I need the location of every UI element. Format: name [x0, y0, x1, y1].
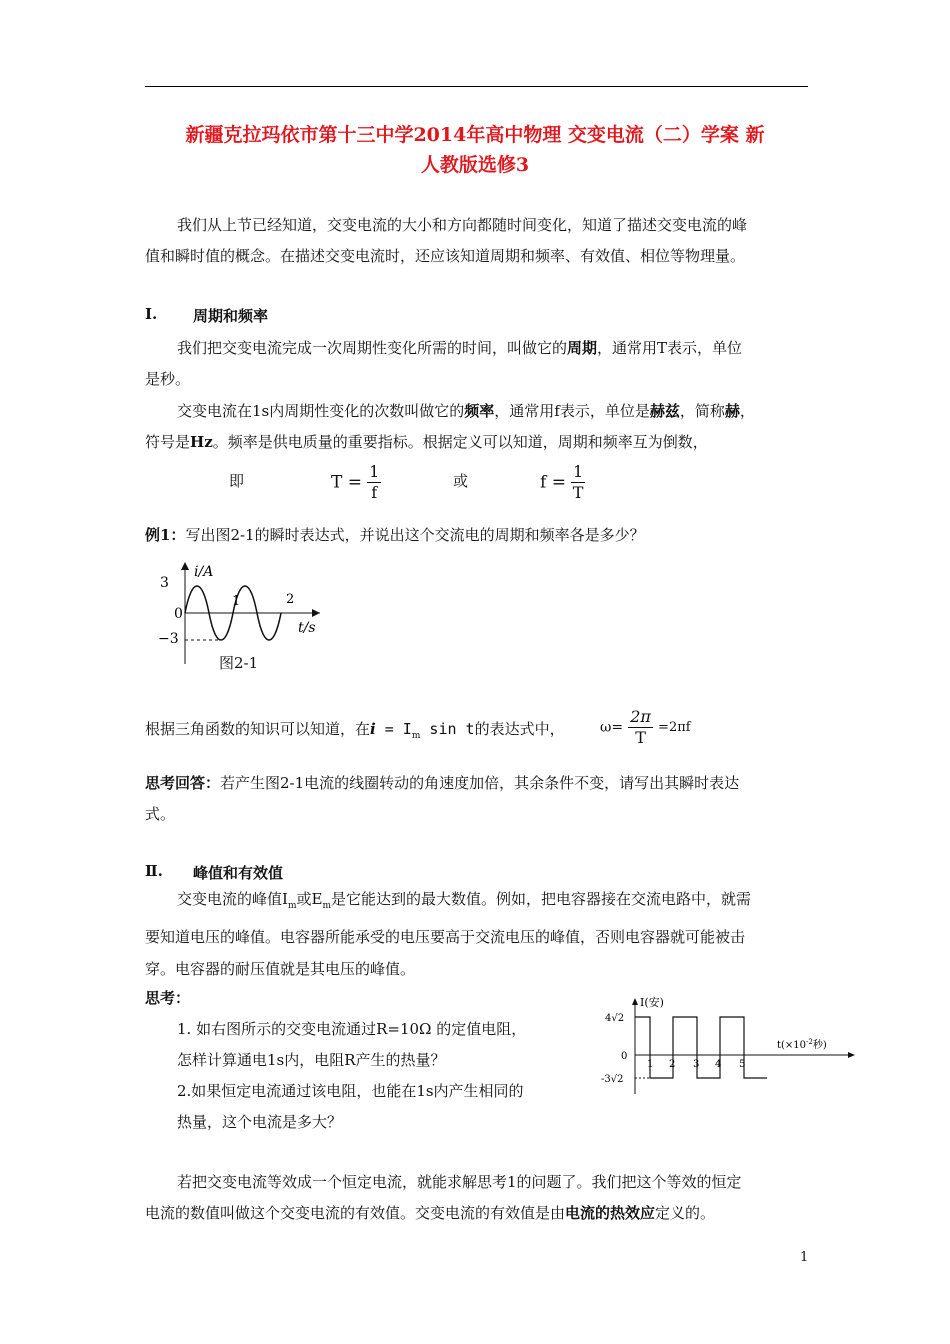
think-answer-label: 思考回答： — [145, 774, 221, 792]
term-heat-effect: 电流的热效应 — [565, 1204, 656, 1222]
text: 交变电流的峰值I — [177, 890, 288, 908]
fraction — [367, 462, 381, 503]
text: 或E — [296, 890, 323, 908]
text: 根据三角函数的知识可以知道，在 — [145, 720, 371, 738]
omega-lhs: ω= — [600, 719, 624, 736]
graph-x-label — [777, 1038, 827, 1051]
subscript: m — [322, 901, 331, 911]
doc-title-line1: 新疆克拉玛依市第十三中学2014年高中物理 交变电流（二）学案 新 — [185, 124, 765, 146]
section1-title: 周期和频率 — [193, 307, 269, 325]
superscript: -2 — [806, 1038, 813, 1046]
y-axis-arrow — [181, 562, 189, 570]
think-answer-cont: 式。 — [145, 805, 176, 823]
denominator: f — [371, 483, 378, 502]
section2-line3: 穿。电容器的耐压值就是其电压的峰值。 — [145, 960, 416, 978]
omega-formula — [600, 707, 691, 748]
section2-num: Ⅱ. — [145, 862, 163, 880]
term-he: 赫 — [724, 402, 740, 420]
text: ，简称 — [679, 402, 725, 420]
symbol-i: i — [370, 720, 376, 738]
x-axis-label: t/s — [298, 620, 316, 636]
section1-para1-cont: 是秒。 — [145, 370, 191, 388]
think-answer — [145, 768, 810, 799]
section1-para1 — [145, 333, 810, 364]
closing-line1: 若把交变电流等效成一个恒定电流，就能求解思考1的问题了。我们把这个等效的恒定 — [177, 1173, 742, 1191]
label-ji: 即 — [229, 472, 245, 490]
graph-tick-1: 1 — [647, 1059, 654, 1070]
numerator: 1 — [573, 462, 584, 481]
graph-tick-2: 2 — [669, 1059, 676, 1070]
square-wave-graph — [597, 994, 862, 1100]
think-answer-text: 若产生图2-1电流的线圈转动的角速度加倍，其余条件不变，请写出其瞬时表达 — [220, 774, 740, 792]
y-tick-top: 3 — [160, 575, 169, 591]
square-wave — [635, 1017, 767, 1078]
closing-line2 — [145, 1198, 810, 1229]
text: 符号是 — [145, 433, 191, 451]
formula-T — [331, 462, 381, 503]
formula-lhs: f = — [540, 472, 566, 493]
text: 电流的数值叫做这个交变电流的有效值。交变电流的有效值是由 — [145, 1204, 566, 1222]
graph-tick-3: 3 — [693, 1059, 700, 1070]
graph-y-zero: 0 — [621, 1051, 628, 1062]
graph-y-bottom: -3√2 — [601, 1074, 624, 1085]
text: 秒) — [812, 1040, 827, 1051]
text: 交变电流在1s内周期性变化的次数叫做它的 — [177, 402, 465, 420]
text: 我们把交变电流完成一次周期性变化所需的时间，叫做它的 — [177, 339, 568, 357]
term-period: 周期 — [567, 339, 598, 357]
term-frequency: 频率 — [464, 402, 495, 420]
graph-tick-4: 4 — [715, 1059, 722, 1070]
fraction — [571, 462, 585, 503]
example-text: 写出图2-1的瞬时表达式，并说出这个交流电的周期和频率各是多少？ — [185, 526, 645, 544]
x-tick-1: 1 — [232, 594, 241, 609]
text: 。频率是供电质量的重要指标。根据定义可以知道，周期和频率互为倒数， — [212, 433, 708, 451]
text: ， — [739, 402, 755, 420]
denominator: T — [635, 728, 646, 747]
text: ，通常用f表示，单位是 — [494, 402, 650, 420]
text: 定义的。 — [655, 1204, 716, 1222]
y-axis-arrow — [632, 998, 638, 1005]
section1-para2 — [145, 396, 810, 427]
section1-para3 — [145, 427, 810, 458]
graph-y-label: I(安) — [640, 996, 664, 1009]
y-tick-zero: 0 — [174, 606, 183, 622]
x-axis-arrow — [312, 609, 320, 617]
numerator: 1 — [369, 462, 380, 481]
question-2: 2.如果恒定电流通过该电阻，也能在1s内产生相同的 — [177, 1082, 524, 1100]
text: t(×10 — [777, 1040, 807, 1051]
think-questions — [177, 1014, 597, 1138]
x-axis-arrow — [848, 1052, 855, 1058]
y-tick-bottom: −3 — [158, 631, 179, 647]
formula-lhs: T = — [331, 472, 362, 493]
y-axis-label: i/A — [194, 564, 214, 580]
section2-line2: 要知道电压的峰值。电容器所能承受的电压要高于交流电压的峰值，否则电容器就可能被击 — [145, 928, 746, 946]
numerator: 2π — [630, 707, 651, 726]
intro-line1: 我们从上节已经知道，交变电流的大小和方向都随时间变化，知道了描述交变电流的峰 — [177, 216, 748, 234]
header-rule — [145, 86, 808, 87]
question-1-cont: 怎样计算通电1s内，电阻R产生的热量？ — [177, 1051, 446, 1069]
text: sin t的表达式中， — [420, 720, 565, 738]
section2-line1 — [177, 884, 817, 922]
x-tick-2: 2 — [286, 592, 295, 607]
fraction — [628, 707, 653, 748]
text: = I — [375, 720, 412, 738]
denominator: T — [572, 483, 584, 502]
graph-y-top: 4√2 — [605, 1013, 625, 1024]
question-2-cont: 热量，这个电流是多大？ — [177, 1113, 343, 1131]
section1-num: Ⅰ. — [145, 305, 158, 323]
text: ，通常用T表示，单位 — [597, 339, 743, 357]
page-number: 1 — [800, 1250, 809, 1265]
text: 是它能达到的最大数值。例如，把电容器接在交流电路中，就需 — [330, 890, 751, 908]
intro-line2: 值和瞬时值的概念。在描述交变电流时，还应该知道周期和频率、有效值、相位等物理量。 — [145, 247, 746, 265]
example-line — [145, 520, 810, 551]
subscript: m — [287, 901, 297, 911]
term-hertz: 赫兹 — [649, 402, 680, 420]
section2-title: 峰值和有效值 — [193, 864, 284, 882]
doc-title-line2: 人教版选修3 — [420, 154, 530, 176]
omega-rhs: =2πf — [658, 720, 691, 735]
subscript: m — [411, 731, 421, 741]
formula-f — [540, 462, 585, 503]
figure-caption: 图2-1 — [219, 654, 259, 672]
graph-tick-5: 5 — [739, 1059, 746, 1070]
label-or: 或 — [453, 472, 469, 490]
question-1: 1. 如右图所示的交变电流通过R=10Ω 的定值电阻， — [177, 1020, 527, 1038]
example-label: 例1： — [145, 526, 186, 544]
think-label: 思考： — [145, 989, 191, 1007]
term-hz: Hz — [190, 433, 213, 451]
trig-text — [145, 718, 565, 747]
